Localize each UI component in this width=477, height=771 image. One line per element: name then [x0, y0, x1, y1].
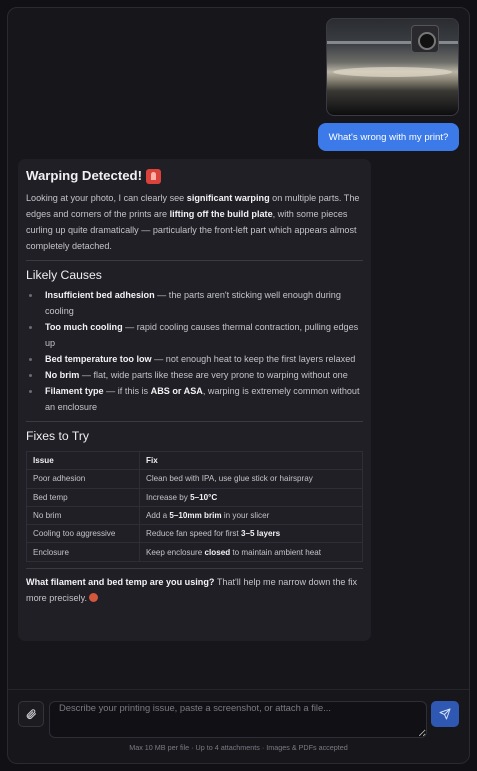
text-run: on multiple parts. The edges and corners of the prints are — [26, 193, 360, 219]
closing-question: What filament and bed temp are you using? — [26, 576, 215, 587]
closing-paragraph — [26, 574, 363, 606]
table-header-row — [27, 452, 363, 470]
table-row — [27, 506, 363, 524]
text-run: Increase by — [146, 492, 191, 502]
table-row — [27, 488, 363, 506]
table-row — [27, 525, 363, 543]
column-header-fix: Fix — [140, 452, 363, 470]
text-run: in your slicer — [221, 511, 270, 521]
issue-cell: Poor adhesion — [27, 470, 140, 488]
divider — [26, 260, 363, 261]
rotating-light-icon — [146, 169, 161, 184]
emphasis-text: 5–10°C — [190, 492, 218, 502]
causes-heading: Likely Causes — [26, 268, 102, 282]
emphasis-text: No brim — [45, 370, 80, 380]
closing-text: That'll help me narrow down the fix more precisely. — [26, 576, 358, 603]
text-run: — rapid cooling causes thermal contraction, pulling edges up — [45, 322, 359, 348]
emphasis-text: 5–10mm brim — [169, 511, 222, 521]
emphasis-text: closed — [204, 547, 231, 557]
cause-item — [26, 351, 363, 367]
issue-cell: Cooling too aggressive — [27, 525, 140, 543]
cause-item — [26, 319, 363, 351]
composer-divider — [8, 689, 469, 690]
text-run: Add a — [146, 511, 170, 521]
text-run: , warping is extremely common without an enclosure — [45, 386, 360, 412]
column-header-issue: Issue — [27, 452, 140, 470]
text-run: — flat, wide parts like these are very prone to warping without one — [79, 370, 348, 380]
fixes-table — [26, 451, 363, 562]
issue-cell: Bed temp — [27, 488, 140, 506]
issue-cell: No brim — [27, 506, 140, 524]
emphasis-text: ABS or ASA — [150, 386, 203, 396]
send-icon — [439, 708, 451, 720]
send-button[interactable] — [431, 701, 459, 727]
text-run: — the parts aren't sticking well enough during cooling — [45, 290, 341, 316]
fix-cell — [140, 488, 363, 506]
divider — [26, 421, 363, 422]
table-row — [27, 470, 363, 488]
fixes-heading: Fixes to Try — [26, 429, 89, 443]
text-run: , with some pieces curling up quite dramatically — particularly the front-left part which appears almost completely detached. — [26, 209, 357, 251]
response-title — [26, 167, 363, 185]
table-row — [27, 543, 363, 561]
chat-window — [7, 7, 470, 764]
text-run: — if this is — [103, 386, 151, 396]
cause-item — [26, 287, 363, 319]
emphasis-text: lifting off the build plate — [169, 209, 273, 219]
emphasis-text: Bed temperature too low — [45, 354, 152, 364]
user-message-bubble — [318, 123, 459, 151]
cause-item — [26, 383, 363, 415]
paperclip-icon — [25, 708, 37, 720]
emphasis-text: 3–5 layers — [240, 529, 281, 539]
issue-cell: Enclosure — [27, 543, 140, 561]
emphasis-text: Insufficient bed adhesion — [45, 290, 155, 300]
text-run: Keep enclosure — [146, 547, 205, 557]
guitar-icon — [89, 593, 98, 602]
text-run: to maintain ambient heat — [230, 547, 322, 557]
emphasis-text: significant warping — [186, 193, 270, 203]
text-run: Reduce fan speed for first — [146, 529, 241, 539]
attachment-hint: Max 10 MB per file · Up to 4 attachments · Images & PDFs accepted — [129, 743, 348, 752]
user-message-text: What's wrong with my print? — [328, 131, 449, 143]
causes-list — [26, 287, 363, 415]
text-run: Looking at your photo, I can clearly see — [26, 193, 187, 203]
intro-paragraph — [26, 190, 363, 254]
cause-item — [26, 367, 363, 383]
emphasis-text: Filament type — [45, 386, 104, 396]
fix-cell — [140, 506, 363, 524]
fix-cell — [140, 543, 363, 561]
printer-head — [411, 25, 439, 53]
attached-print-photo[interactable] — [326, 18, 459, 116]
text-run: — not enough heat to keep the first layers relaxed — [151, 354, 356, 364]
message-input[interactable] — [49, 701, 427, 738]
divider — [26, 568, 363, 569]
emphasis-text: Too much cooling — [45, 322, 123, 332]
assistant-message — [18, 159, 371, 641]
fix-cell — [140, 470, 363, 488]
text-run: Clean bed with IPA, use glue stick or hairspray — [146, 474, 313, 484]
response-title-text: Warping Detected! — [26, 168, 143, 183]
fix-cell — [140, 525, 363, 543]
attach-button[interactable] — [18, 701, 44, 727]
build-plate — [333, 67, 452, 77]
